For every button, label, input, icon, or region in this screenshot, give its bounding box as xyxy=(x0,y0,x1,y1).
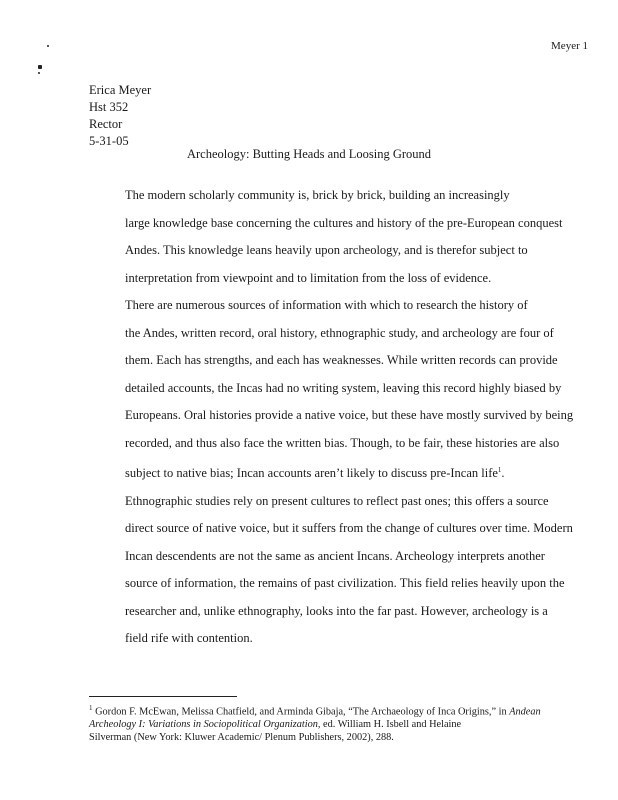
running-head: Meyer 1 xyxy=(551,40,588,52)
text-line: field rife with contention. xyxy=(125,631,253,646)
course-code: Hst 352 xyxy=(89,100,129,114)
author-name: Erica Meyer xyxy=(89,83,152,97)
footnote-text: ed. William H. Isbell and Helaine xyxy=(323,719,462,731)
text-line: direct source of native voice, but it suffers from the change of cultures over time. Modern xyxy=(125,521,573,536)
footnote-book-title: Andean Archeology I: Variations in Sociopolitical Organization, xyxy=(89,706,541,731)
text-line: Europeans. Oral histories provide a native voice, but these have mostly survived by being xyxy=(125,408,574,422)
text-line: Andes. This knowledge leans heavily upon archeology, and is therefor subject to xyxy=(125,243,528,257)
text-line: interpretation from viewpoint and to limitation from the loss of evidence. xyxy=(125,270,492,285)
footnote-marker: 1 xyxy=(89,704,93,712)
text-line: detailed accounts, the Incas had no writing system, leaving this record highly biased by xyxy=(125,380,562,395)
text-line: The modern scholarly community is, brick by brick, building an increasingly xyxy=(125,188,510,202)
paragraph-1 xyxy=(89,182,563,292)
submission-date: 5-31-05 xyxy=(89,134,129,148)
text-line: source of information, the remains of past civilization. This field relies heavily upon the xyxy=(125,576,565,591)
text-line: large knowledge base concerning the cultures and history of the pre-European conquest xyxy=(125,215,563,230)
footnote-text: Gordon F. McEwan, Melissa Chatfield, and Arminda Gibaja, “The Archaeology of Inca Origins,” in xyxy=(95,706,507,718)
text-line: the Andes, written record, oral history, ethnographic study, and archeology are four of xyxy=(125,325,554,340)
paper-title: Archeology: Butting Heads and Loosing Ground xyxy=(186,147,432,161)
scan-speck xyxy=(47,45,49,47)
text-segment: subject to native bias; Incan accounts aren’t likely to discuss pre-Incan life xyxy=(125,466,498,481)
instructor-name: Rector xyxy=(89,117,123,131)
text-line: Incan descendents are not the same as ancient Incans. Archeology interprets another xyxy=(125,548,545,563)
text-line-with-footnote xyxy=(89,457,529,488)
paragraph-2 xyxy=(89,292,574,653)
scan-speck xyxy=(38,72,40,74)
essay-body xyxy=(89,182,574,653)
text-line: There are numerous sources of information with which to research the history of xyxy=(125,298,528,312)
heading-block xyxy=(89,82,151,150)
footnote-divider xyxy=(89,696,237,697)
text-line: researcher and, unlike ethnography, looks into the far past. However, archeology is a xyxy=(125,603,548,618)
footnote xyxy=(89,702,559,744)
text-line: Ethnographic studies rely on present cultures to reflect past ones; this offers a source xyxy=(125,493,549,508)
scan-speck xyxy=(38,65,42,69)
footnote-text: Silverman (New York: Kluwer Academic/ Plenum Publishers, 2002), 288. xyxy=(89,732,394,744)
footnote-reference[interactable]: 1 xyxy=(497,466,502,474)
text-line: them. Each has strengths, and each has weaknesses. While written records can provide xyxy=(125,353,558,367)
text-line: recorded, and thus also face the written bias. Though, to be fair, these histories are also xyxy=(125,435,560,450)
text-segment: . xyxy=(501,466,505,481)
